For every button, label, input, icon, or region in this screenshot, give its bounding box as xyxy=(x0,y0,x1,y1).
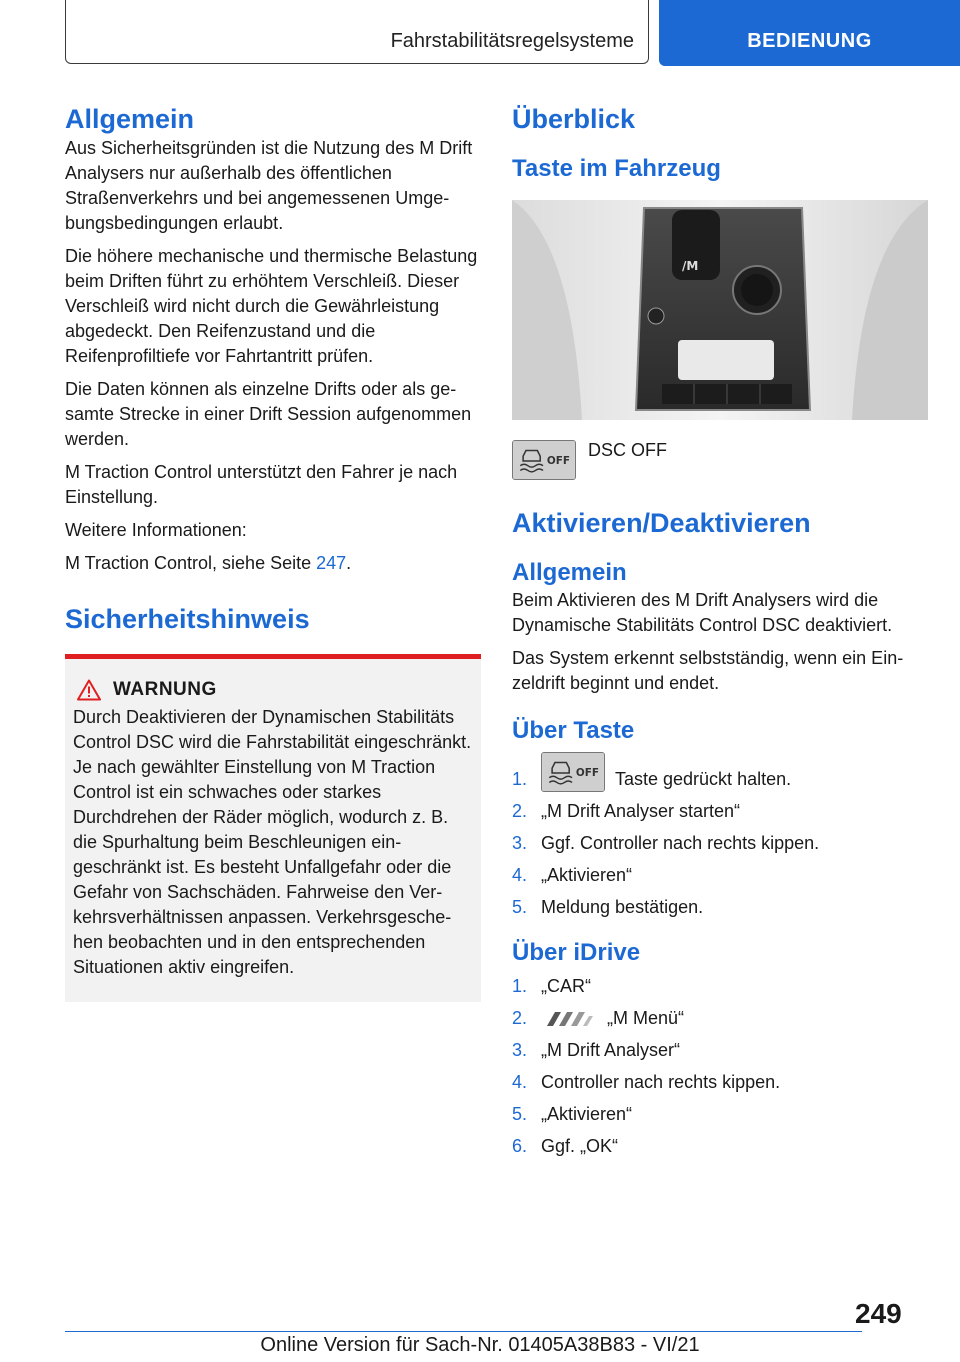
step-number: 3. xyxy=(512,833,528,853)
dsc-off-row xyxy=(512,440,928,480)
footer-version-text: Online Version für Sach-Nr. 01405A38B83 - VI/21 xyxy=(260,1334,700,1356)
step-number: 4. xyxy=(512,1072,528,1092)
page-header xyxy=(0,0,960,66)
svg-text:OFF: OFF xyxy=(575,766,599,779)
taste-steps-list xyxy=(512,752,928,920)
step-text: „M Drift Analyser“ xyxy=(541,1040,681,1060)
reference-text: M Traction Control, siehe Seite xyxy=(65,553,317,573)
step-text: Ggf. „OK“ xyxy=(541,1136,619,1156)
page-link-247[interactable]: 247 xyxy=(316,553,347,573)
step-text: „Aktivieren“ xyxy=(541,865,633,885)
heading-aktivieren-deaktivieren: Aktivieren/Deaktivieren xyxy=(512,508,811,538)
dsc-off-label: DSC OFF xyxy=(588,440,667,460)
header-chapter-tab xyxy=(659,0,960,66)
list-item xyxy=(512,752,928,792)
list-item xyxy=(512,863,928,888)
list-item xyxy=(512,895,928,920)
list-item xyxy=(512,1006,928,1031)
warning-text: Durch Deaktivieren der Dynamischen Stabilitäts Control DSC wird die Fahrstabilität eingeschränkt. Je nach gewählter Einstellung von M Traction Control ist ein schwaches oder starkes Durchdrehen der Räder möglich, wodurch z. B. die Spurhaltung beim Beschleunigen eingeschränkt ist. Es besteht Unfallgefahr oder die Gefahr von Sachschäden. Fahrweise den Verkehrsverhältnissen anpassen. Verkehrsgeschehen beobachten und in den entsprechenden Situationen aktiv eingreifen. xyxy=(73,707,472,977)
step-text: Meldung bestätigen. xyxy=(541,897,704,917)
heading-sicherheitshinweis: Sicherheitshinweis xyxy=(65,604,310,634)
header-section-box xyxy=(65,0,649,64)
paragraph-r2: Das System erkennt selbstständig, wenn ein Einzeldrift beginnt und endet. xyxy=(512,648,904,693)
heading-ueber-taste: Über Taste xyxy=(512,717,635,744)
step-number: 4. xyxy=(512,865,528,885)
heading-ueberblick: Überblick xyxy=(512,104,636,134)
left-column xyxy=(65,102,481,1002)
warning-title: WARNUNG xyxy=(113,679,217,700)
svg-text:/M: /M xyxy=(682,259,699,273)
warning-triangle-icon xyxy=(77,679,101,701)
step-text: „M Menü“ xyxy=(607,1008,685,1028)
reference-end: . xyxy=(346,553,352,573)
list-item xyxy=(512,1038,928,1063)
step-number: 3. xyxy=(512,1040,528,1060)
warning-box xyxy=(65,654,481,1002)
paragraph-6 xyxy=(65,551,481,576)
m-stripes-icon xyxy=(541,1008,597,1030)
paragraph-5: Weitere Informationen: xyxy=(65,520,247,540)
right-column xyxy=(512,102,928,1166)
paragraph-1: Aus Sicherheitsgründen ist die Nutzung des M Drift Analysers nur außerhalb des öffentlichen Straßenverkehrs und bei angemessenen Umgebungsbedingungen erlaubt. xyxy=(65,138,473,233)
list-item xyxy=(512,1070,928,1095)
heading-allgemein-2: Allgemein xyxy=(512,559,627,586)
footer-divider xyxy=(65,1331,862,1332)
dsc-off-button-icon xyxy=(512,440,576,480)
heading-allgemein: Allgemein xyxy=(65,104,195,134)
step-text: „Aktivieren“ xyxy=(541,1104,633,1124)
console-illustration xyxy=(512,200,928,420)
idrive-steps-list xyxy=(512,974,928,1159)
step-number: 5. xyxy=(512,897,528,917)
step-number: 2. xyxy=(512,801,528,821)
center-console-photo xyxy=(512,200,928,420)
svg-text:OFF: OFF xyxy=(546,454,570,467)
list-item xyxy=(512,1102,928,1127)
step-number: 1. xyxy=(512,769,528,789)
paragraph-3: Die Daten können als einzelne Drifts oder als gesamte Strecke in einer Drift Session aufgenommen werden. xyxy=(65,379,472,449)
step-text: Taste gedrückt halten. xyxy=(615,769,792,789)
header-section-title: Fahrstabilitätsregelsysteme xyxy=(390,30,634,52)
step-text: Ggf. Controller nach rechts kippen. xyxy=(541,833,820,853)
paragraph-4: M Traction Control unterstützt den Fahrer je nach Einstellung. xyxy=(65,462,458,507)
list-item xyxy=(512,831,928,856)
page-number: 249 xyxy=(855,1298,902,1329)
paragraph-2: Die höhere mechanische und thermische Belastung beim Driften führt zu erhöhtem Verschleiß. Dieser Verschleiß wird nicht durch die Gewährleistung abgedeckt. Den Reifenzustand und die Reifenprofiltiefe vor Fahrtantritt prüfen. xyxy=(65,246,478,366)
step-number: 1. xyxy=(512,976,528,996)
paragraph-r1: Beim Aktivieren des M Drift Analysers wird die Dynamische Stabilitäts Control DSC deaktiviert. xyxy=(512,590,893,635)
heading-taste-im-fahrzeug: Taste im Fahrzeug xyxy=(512,155,721,182)
step-text: „CAR“ xyxy=(541,976,591,996)
heading-ueber-idrive: Über iDrive xyxy=(512,939,641,966)
step-text: Controller nach rechts kippen. xyxy=(541,1072,781,1092)
header-chapter-label: BEDIENUNG xyxy=(747,30,872,52)
step-number: 2. xyxy=(512,1008,528,1028)
list-item xyxy=(512,974,928,999)
step-number: 5. xyxy=(512,1104,528,1124)
step-text: „M Drift Analyser starten“ xyxy=(541,801,741,821)
warning-header xyxy=(77,679,475,701)
step-number: 6. xyxy=(512,1136,528,1156)
dsc-off-inline-icon xyxy=(541,752,605,792)
list-item xyxy=(512,1134,928,1159)
list-item xyxy=(512,799,928,824)
